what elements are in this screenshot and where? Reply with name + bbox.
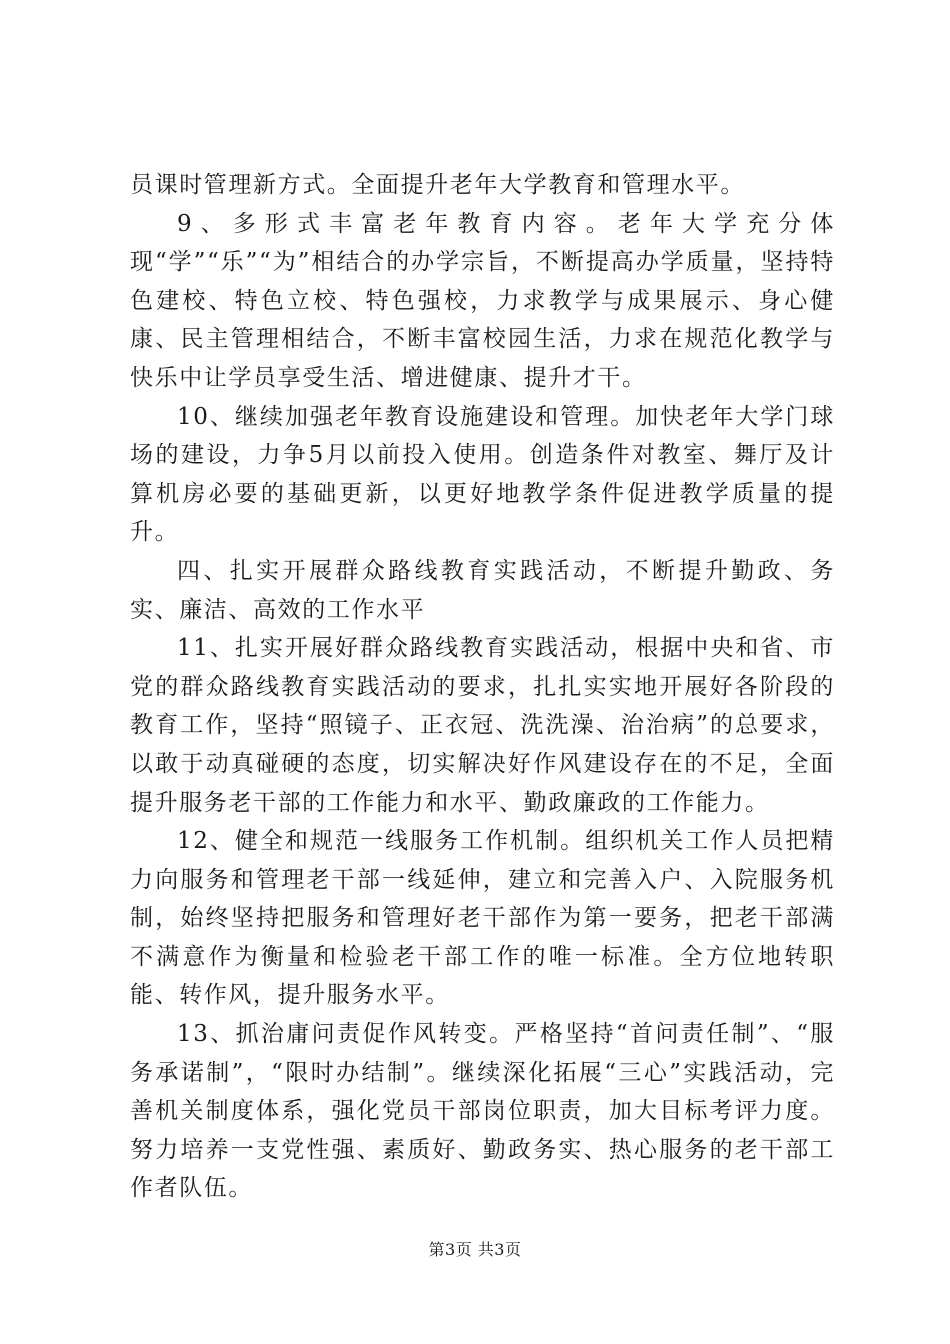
document-body [130,166,835,1208]
paragraph-item-9: 9、多形式丰富老年教育内容。老年大学充分体现“学”“乐”“为”相结合的办学宗旨，不断提高办学质量，坚持特色建校、特色立校、特色强校，力求教学与成果展示、身心健康、民主管理相结合，不断丰富校园生活，力求在规范化教学与快乐中让学员享受生活、增进健康、提升才干。 [130,210,835,391]
paragraph-item-10: 10、继续加强老年教育设施建设和管理。加快老年大学门球场的建设，力争5月以前投入使用。创造条件对教室、舞厅及计算机房必要的基础更新，以更好地教学条件促进教学质量的提升。 [130,403,835,546]
page-footer [0,1240,950,1260]
paragraph-item-13: 13、抓治庸问责促作风转变。严格坚持“首问责任制”、“服务承诺制”，“限时办结制”。继续深化拓展“三心”实践活动，完善机关制度体系，强化党员干部岗位职责，加大目标考评力度。努力培养一支党性强、素质好、勤政务实、热心服务的老干部工作者队伍。 [130,1021,835,1202]
paragraph-continuation: 员课时管理新方式。全面提升老年大学教育和管理水平。 [130,172,745,198]
paragraph-item-12: 12、健全和规范一线服务工作机制。组织机关工作人员把精力向服务和管理老干部一线延伸，建立和完善入户、入院服务机制，始终坚持把服务和管理好老干部作为第一要务，把老干部满不满意作为衡量和检验老干部工作的唯一标准。全方位地转职能、转作风，提升服务水平。 [130,828,835,1009]
paragraph-item-11: 11、扎实开展好群众路线教育实践活动，根据中央和省、市党的群众路线教育实践活动的要求，扎扎实实地开展好各阶段的教育工作，坚持“照镜子、正衣冠、洗洗澡、治治病”的总要求，以敢于动真碰硬的态度，切实解决好作风建设存在的不足，全面提升服务老干部的工作能力和水平、勤政廉政的工作能力。 [130,635,835,816]
page-number-label: 第3页 共3页 [428,1240,522,1259]
section-heading-4: 四、扎实开展群众路线教育实践活动，不断提升勤政、务实、廉洁、高效的工作水平 [130,557,835,623]
